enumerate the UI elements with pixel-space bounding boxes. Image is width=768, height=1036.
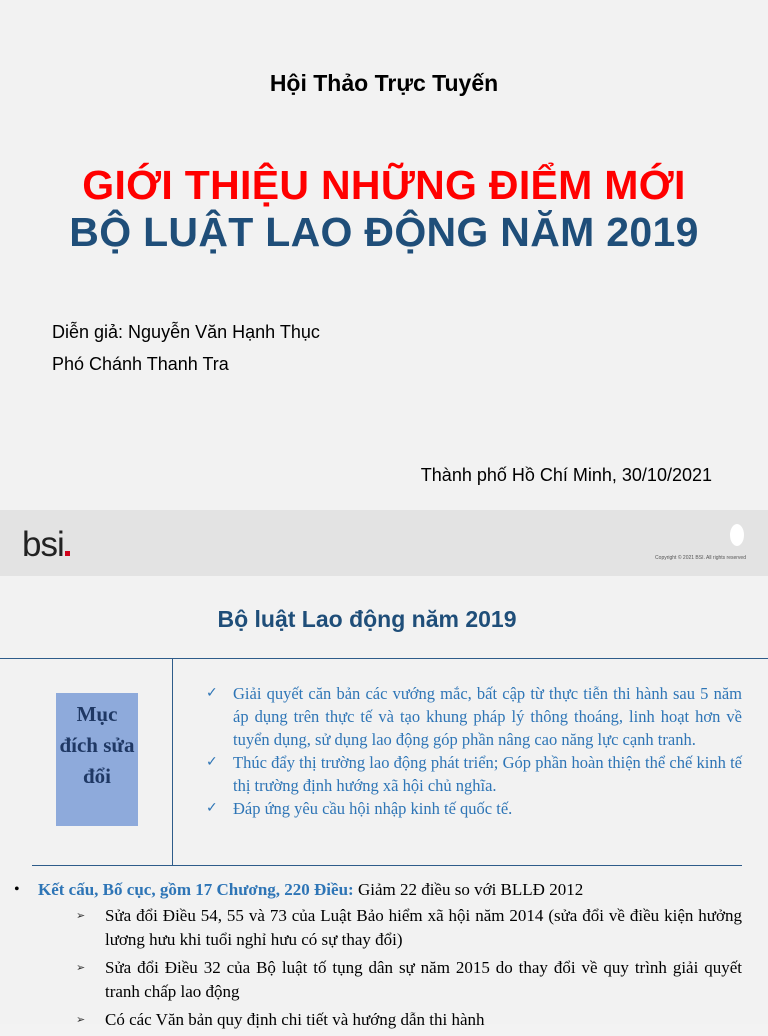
structure-item-text: Có các Văn bản quy định chi tiết và hướng dẫn thi hành [105, 1010, 485, 1029]
purpose-item-text: Thúc đẩy thị trường lao động phát triển; Góp phần hoàn thiện thể chế kinh tế thị trường định hướng xã hội chủ nghĩa. [233, 753, 742, 795]
structure-lead-bold: Kết cấu, Bố cục, gồm 17 Chương, 220 Điều: [38, 880, 354, 899]
bsi-logo-red-dot [65, 551, 70, 556]
copyright-text: Copyright © 2021 BSI. All rights reserved [655, 555, 746, 561]
list-item [14, 904, 744, 952]
main-title-line-1: GIỚI THIỆU NHỮNG ĐIỂM MỚI [82, 162, 686, 208]
list-item [14, 956, 744, 1004]
purpose-list [206, 682, 742, 820]
checkmark-icon: ✓ [206, 754, 218, 770]
divider-vertical [172, 658, 173, 865]
speaker-name: Diễn giả: Nguyễn Văn Hạnh Thục [52, 322, 320, 342]
arrow-bullet-icon: ➢ [76, 962, 86, 974]
event-title: Hội Thảo Trực Tuyến [269, 70, 499, 96]
bsi-logo [22, 525, 70, 565]
white-oval-icon [730, 524, 744, 546]
structure-section [14, 878, 744, 1036]
checkmark-icon: ✓ [206, 800, 218, 816]
main-title-line-2: BỘ LUẬT LAO ĐỘNG NĂM 2019 [69, 209, 699, 255]
bullet-icon: • [14, 881, 20, 898]
checkmark-icon: ✓ [206, 685, 218, 701]
list-item [14, 1008, 744, 1032]
structure-lead [14, 878, 744, 902]
bsi-logo-text: bsi [22, 525, 64, 564]
place-date: Thành phố Hồ Chí Minh, 30/10/2021 [420, 465, 712, 485]
divider-bottom [32, 865, 742, 866]
divider-top [0, 658, 768, 659]
structure-lead-rest: Giảm 22 điều so với BLLĐ 2012 [353, 880, 584, 899]
content-slide [0, 576, 768, 1029]
slide-title: Bộ luật Lao động năm 2019 [217, 606, 517, 632]
purpose-label-box [56, 693, 138, 826]
purpose-item-text: Giải quyết căn bản các vướng mắc, bất cập từ thực tiễn thi hành sau 5 năm áp dụng trên thực tế và tạo khung pháp lý thông thoáng, linh hoạt hơn về tuyển dụng, sử dụng lao động góp phần nâng cao năng lực cạnh tranh. [233, 684, 742, 749]
arrow-bullet-icon: ➢ [76, 1014, 86, 1026]
slide-footer [0, 510, 768, 576]
structure-item-text: Sửa đổi Điều 32 của Bộ luật tố tụng dân sự năm 2015 do thay đổi về quy trình giải quyết tranh chấp lao động [105, 958, 742, 1001]
speaker-position: Phó Chánh Thanh Tra [52, 354, 229, 374]
list-item [206, 682, 742, 751]
purpose-label: Mục đích sửa đổi [59, 702, 135, 788]
purpose-item-text: Đáp ứng yêu cầu hội nhập kinh tế quốc tế. [233, 799, 513, 818]
list-item [206, 797, 742, 820]
list-item [206, 751, 742, 797]
arrow-bullet-icon: ➢ [76, 910, 86, 922]
structure-item-text: Sửa đổi Điều 54, 55 và 73 của Luật Bảo hiểm xã hội năm 2014 (sửa đổi về điều kiện hưởng lương hưu khi tuổi nghỉ hưu có sự thay đổi) [105, 906, 742, 949]
title-slide [0, 0, 768, 510]
structure-list [14, 904, 744, 1032]
